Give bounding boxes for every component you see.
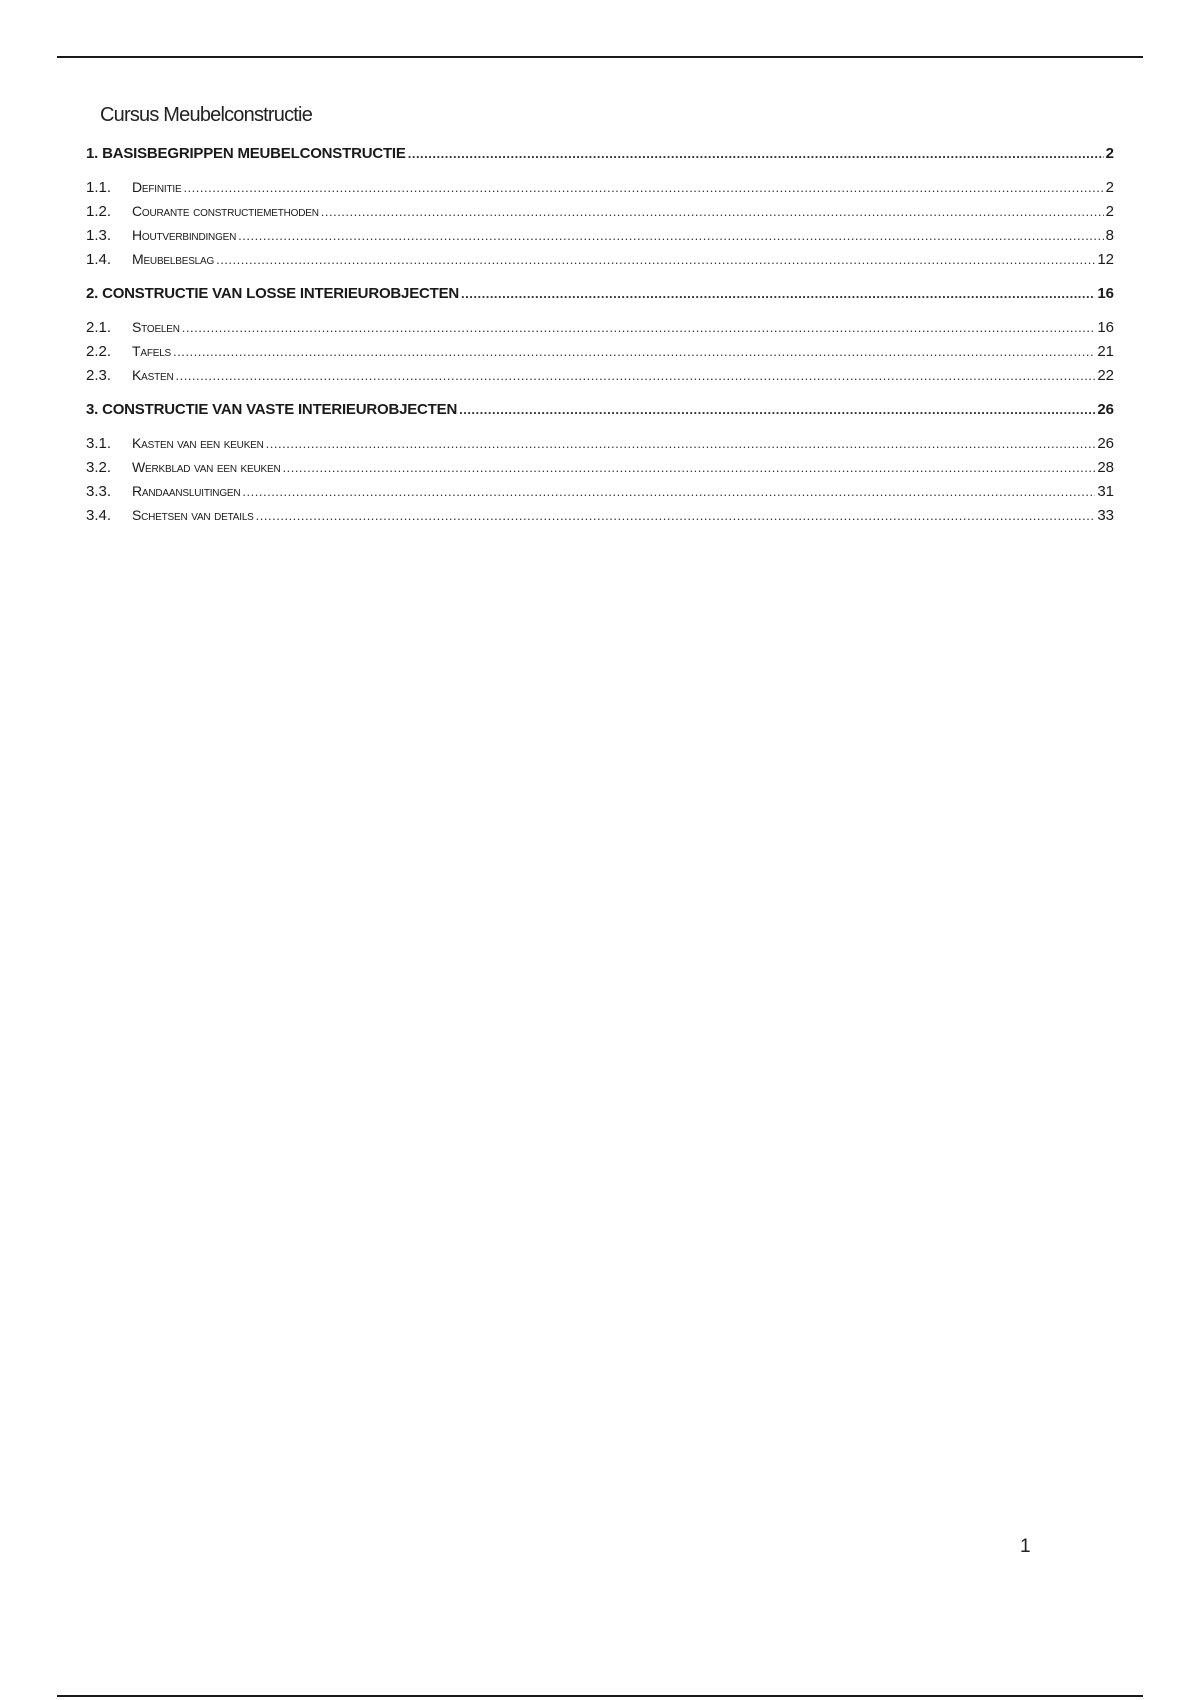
toc-entry[interactable] bbox=[86, 179, 1114, 203]
toc-entry-number: 2.3. bbox=[86, 367, 112, 384]
toc-entry-title: Houtverbindingen bbox=[132, 227, 237, 243]
footer-rule bbox=[57, 1695, 1143, 1697]
toc-section-title: 1. BASISBEGRIPPEN MEUBELCONSTRUCTIE bbox=[86, 145, 406, 162]
table-of-contents bbox=[86, 145, 1114, 541]
toc-dot-leader bbox=[266, 436, 1096, 451]
toc-entry-title: Schetsen van details bbox=[132, 507, 254, 523]
toc-dot-leader bbox=[408, 146, 1104, 161]
header-rule bbox=[57, 56, 1143, 58]
toc-dot-leader bbox=[173, 344, 1095, 359]
toc-dot-leader bbox=[459, 402, 1095, 417]
toc-entry-page: 16 bbox=[1097, 319, 1114, 336]
toc-section bbox=[86, 145, 1114, 275]
toc-entry[interactable] bbox=[86, 459, 1114, 483]
toc-dot-leader bbox=[183, 180, 1103, 195]
toc-dot-leader bbox=[182, 320, 1096, 335]
toc-entry-number: 1.3. bbox=[86, 227, 112, 244]
toc-section-page: 2 bbox=[1105, 145, 1114, 162]
toc-entry-number: 3.2. bbox=[86, 459, 112, 476]
toc-dot-leader bbox=[238, 228, 1104, 243]
toc-entry-title: Werkblad van een keuken bbox=[132, 459, 281, 475]
toc-entry-page: 2 bbox=[1105, 203, 1114, 220]
toc-entry-page: 21 bbox=[1097, 343, 1114, 360]
toc-section-page: 26 bbox=[1097, 401, 1114, 418]
toc-entry-page: 28 bbox=[1097, 459, 1114, 476]
toc-section-heading[interactable] bbox=[86, 285, 1114, 307]
toc-entry-title: Courante constructiemethoden bbox=[132, 203, 319, 219]
toc-entry[interactable] bbox=[86, 507, 1114, 531]
toc-entry-number: 1.1. bbox=[86, 179, 112, 196]
toc-dot-leader bbox=[282, 460, 1095, 475]
toc-section-heading[interactable] bbox=[86, 145, 1114, 167]
toc-dot-leader bbox=[242, 484, 1095, 499]
toc-entry-title: Kasten van een keuken bbox=[132, 435, 264, 451]
toc-entry-title: Kasten bbox=[132, 367, 174, 383]
toc-dot-leader bbox=[461, 286, 1095, 301]
toc-dot-leader bbox=[175, 368, 1095, 383]
toc-entry-number: 1.2. bbox=[86, 203, 112, 220]
toc-entry[interactable] bbox=[86, 319, 1114, 343]
toc-entry-title: Stoelen bbox=[132, 319, 180, 335]
toc-entry-page: 12 bbox=[1097, 251, 1114, 268]
toc-dot-leader bbox=[321, 204, 1104, 219]
toc-section-heading[interactable] bbox=[86, 401, 1114, 423]
toc-entry-number: 3.3. bbox=[86, 483, 112, 500]
toc-entry-page: 22 bbox=[1097, 367, 1114, 384]
toc-section bbox=[86, 401, 1114, 531]
toc-entry-title: Meubelbeslag bbox=[132, 251, 215, 267]
toc-entry[interactable] bbox=[86, 483, 1114, 507]
toc-entry-number: 3.4. bbox=[86, 507, 112, 524]
toc-section-title: 2. CONSTRUCTIE VAN LOSSE INTERIEUROBJECTEN bbox=[86, 285, 460, 302]
toc-entry-page: 31 bbox=[1097, 483, 1114, 500]
toc-entry-page: 33 bbox=[1097, 507, 1114, 524]
toc-section bbox=[86, 285, 1114, 391]
toc-entry[interactable] bbox=[86, 227, 1114, 251]
toc-entry[interactable] bbox=[86, 367, 1114, 391]
page-number: 1 bbox=[1020, 1536, 1031, 1557]
toc-section-title: 3. CONSTRUCTIE VAN VASTE INTERIEUROBJECTEN bbox=[86, 401, 458, 418]
toc-dot-leader bbox=[256, 508, 1096, 523]
toc-entry-title: Tafels bbox=[132, 343, 172, 359]
toc-entry[interactable] bbox=[86, 343, 1114, 367]
document-title: Cursus Meubelconstructie bbox=[100, 104, 313, 126]
toc-entry-title: Definitie bbox=[132, 179, 182, 195]
toc-entry-number: 3.1. bbox=[86, 435, 112, 452]
toc-entry-title: Randaansluitingen bbox=[132, 483, 241, 499]
toc-entry-number: 1.4. bbox=[86, 251, 112, 268]
toc-entry-page: 8 bbox=[1105, 227, 1114, 244]
toc-entry[interactable] bbox=[86, 435, 1114, 459]
toc-entry[interactable] bbox=[86, 251, 1114, 275]
toc-entry[interactable] bbox=[86, 203, 1114, 227]
toc-dot-leader bbox=[216, 252, 1095, 267]
toc-entry-page: 26 bbox=[1097, 435, 1114, 452]
toc-section-page: 16 bbox=[1097, 285, 1114, 302]
toc-entry-number: 2.2. bbox=[86, 343, 112, 360]
toc-entry-page: 2 bbox=[1105, 179, 1114, 196]
toc-entry-number: 2.1. bbox=[86, 319, 112, 336]
